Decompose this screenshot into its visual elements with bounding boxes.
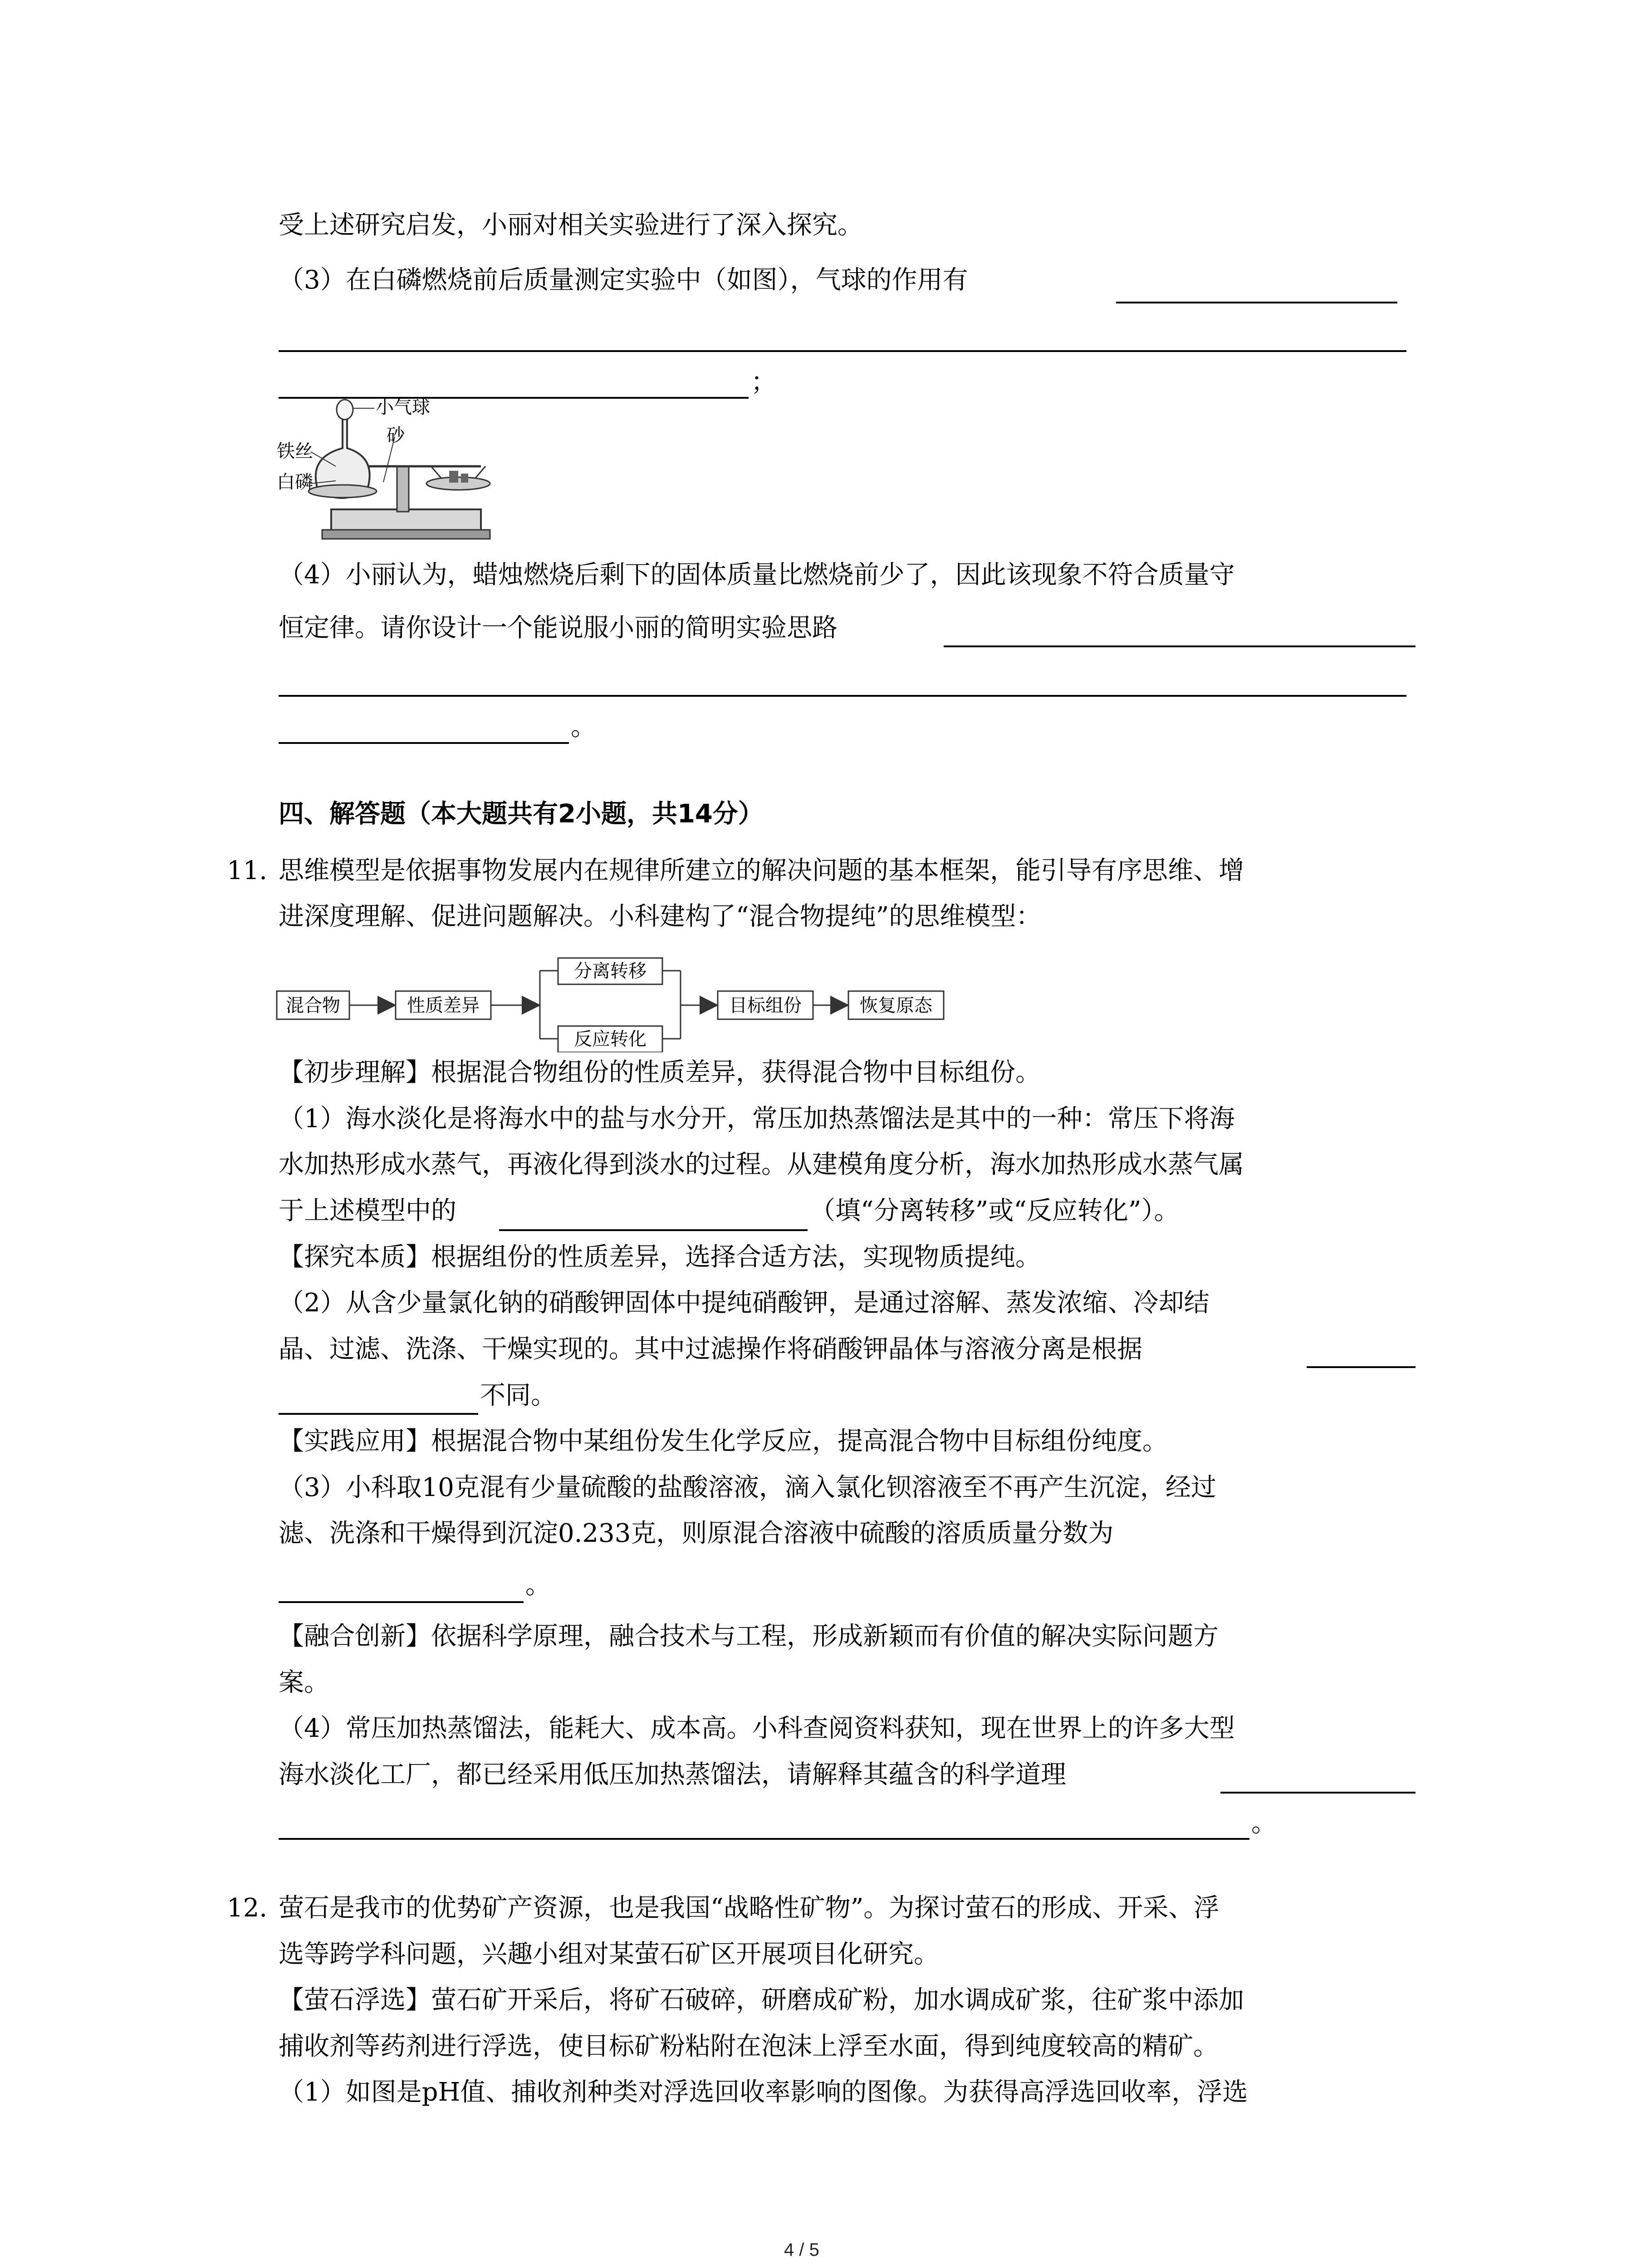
text-line: ； — [751, 367, 776, 397]
text-line: （1）海水淡化是将海水中的盐与水分开，常压加热蒸馏法是其中的一种：常压下将海 — [279, 1104, 1235, 1134]
text-line: 海水淡化工厂，都已经采用低压加热蒸馏法，请解释其蕴含的科学道理 — [279, 1760, 1066, 1789]
answer-blank[interactable] — [279, 695, 1406, 697]
text-line: （4）小丽认为，蜡烛燃烧后剩下的固体质量比燃烧前少了，因此该现象不符合质量守 — [279, 560, 1235, 590]
section-heading: 四、解答题（本大题共有2小题，共14分） — [279, 799, 764, 829]
text-line: 水加热形成水蒸气，再液化得到淡水的过程。从建模角度分析，海水加热形成水蒸气属 — [279, 1150, 1244, 1179]
text-line: 恒定律。请你设计一个能说服小丽的简明实验思路 — [279, 613, 838, 643]
label-balloon: 小气球 — [376, 398, 430, 418]
label-phosphorus: 白磷 — [277, 472, 313, 493]
text-line: 【实践应用】根据混合物中某组份发生化学反应，提高混合物中目标组份纯度。 — [279, 1427, 1168, 1456]
text-line: （2）从含少量氯化钠的硝酸钾固体中提纯硝酸钾，是通过溶解、蒸发浓缩、冷却结 — [279, 1288, 1210, 1318]
text-line: 受上述研究启发，小丽对相关实验进行了深入探究。 — [279, 210, 863, 240]
answer-blank[interactable] — [1116, 302, 1397, 303]
flow-target: 目标组份 — [729, 995, 802, 1016]
text-line: 进深度理解、促进问题解决。小科建构了“混合物提纯”的思维模型： — [279, 902, 1042, 931]
text-line: 。 — [1251, 1809, 1277, 1838]
text-line: （3）小科取10克混有少量硫酸的盐酸溶液，滴入氯化钡溶液至不再产生沉淀，经过 — [279, 1473, 1216, 1502]
answer-blank[interactable] — [499, 1229, 808, 1231]
text-line: 滤、洗涤和干燥得到沉淀0.233克，则原混合溶液中硫酸的溶质质量分数为 — [279, 1519, 1114, 1548]
mixture-purification-model-diagram — [272, 957, 953, 1052]
page-number: 4 / 5 — [784, 2240, 819, 2260]
flow-restore: 恢复原态 — [860, 995, 932, 1016]
text-line: 。 — [525, 1570, 551, 1600]
answer-blank[interactable] — [279, 1838, 1249, 1840]
text-line: 于上述模型中的 — [279, 1196, 456, 1226]
text-line: 【融合创新】依据科学原理，融合技术与工程，形成新颖而有价值的解决实际问题方 — [279, 1622, 1219, 1651]
text-line: 不同。 — [480, 1381, 556, 1410]
text-line: 捕收剂等药剂进行浮选，使目标矿粉粘附在泡沫上浮至水面，得到纯度较高的精矿。 — [279, 2032, 1219, 2061]
answer-blank[interactable] — [279, 1601, 524, 1603]
answer-blank[interactable] — [279, 742, 569, 744]
text-line: （1）如图是pH值、捕收剂种类对浮选回收率影响的图像。为获得高浮选回收率，浮选 — [279, 2077, 1248, 2107]
text-line: 【探究本质】根据组份的性质差异，选择合适方法，实现物质提纯。 — [279, 1242, 1041, 1272]
text-line: （填“分离转移”或“反应转化”）。 — [810, 1196, 1180, 1226]
text-line: 思维模型是依据事物发展内在规律所建立的解决问题的基本框架，能引导有序思维、增 — [279, 856, 1244, 885]
text-line: （4）常压加热蒸馏法，能耗大、成本高。小科查阅资料获知，现在世界上的许多大型 — [279, 1714, 1235, 1743]
label-sand: 砂 — [387, 425, 405, 446]
text-line: 【初步理解】根据混合物组份的性质差异，获得混合物中目标组份。 — [279, 1058, 1041, 1087]
text-line: 选等跨学科问题，兴趣小组对某萤石矿区开展项目化研究。 — [279, 1940, 939, 1969]
label-wire: 铁丝 — [277, 441, 313, 462]
answer-blank[interactable] — [1307, 1366, 1416, 1368]
text-line: 。 — [571, 712, 596, 742]
answer-blank[interactable] — [944, 645, 1416, 647]
flow-mixture: 混合物 — [286, 995, 340, 1016]
question-number: 11. — [227, 856, 268, 885]
flow-reaction: 反应转化 — [574, 1029, 647, 1050]
text-line: 萤石是我市的优势矿产资源，也是我国“战略性矿物”。为探讨萤石的形成、开采、浮 — [279, 1893, 1220, 1923]
text-line: 晶、过滤、洗涤、干燥实现的。其中过滤操作将硝酸钾晶体与溶液分离是根据 — [279, 1334, 1142, 1364]
flow-property-diff: 性质差异 — [407, 995, 480, 1016]
balance-apparatus-figure — [268, 398, 504, 543]
flow-separation: 分离转移 — [574, 961, 647, 982]
question-number: 12. — [227, 1893, 268, 1923]
text-line: 【萤石浮选】萤石矿开采后，将矿石破碎，研磨成矿粉，加水调成矿浆，往矿浆中添加 — [279, 1985, 1244, 2015]
answer-blank[interactable] — [1220, 1792, 1416, 1794]
answer-blank[interactable] — [279, 1413, 478, 1415]
text-line: （3）在白磷燃烧前后质量测定实验中（如图），气球的作用有 — [279, 265, 968, 295]
answer-blank[interactable] — [279, 350, 1406, 352]
text-line: 案。 — [279, 1668, 329, 1697]
